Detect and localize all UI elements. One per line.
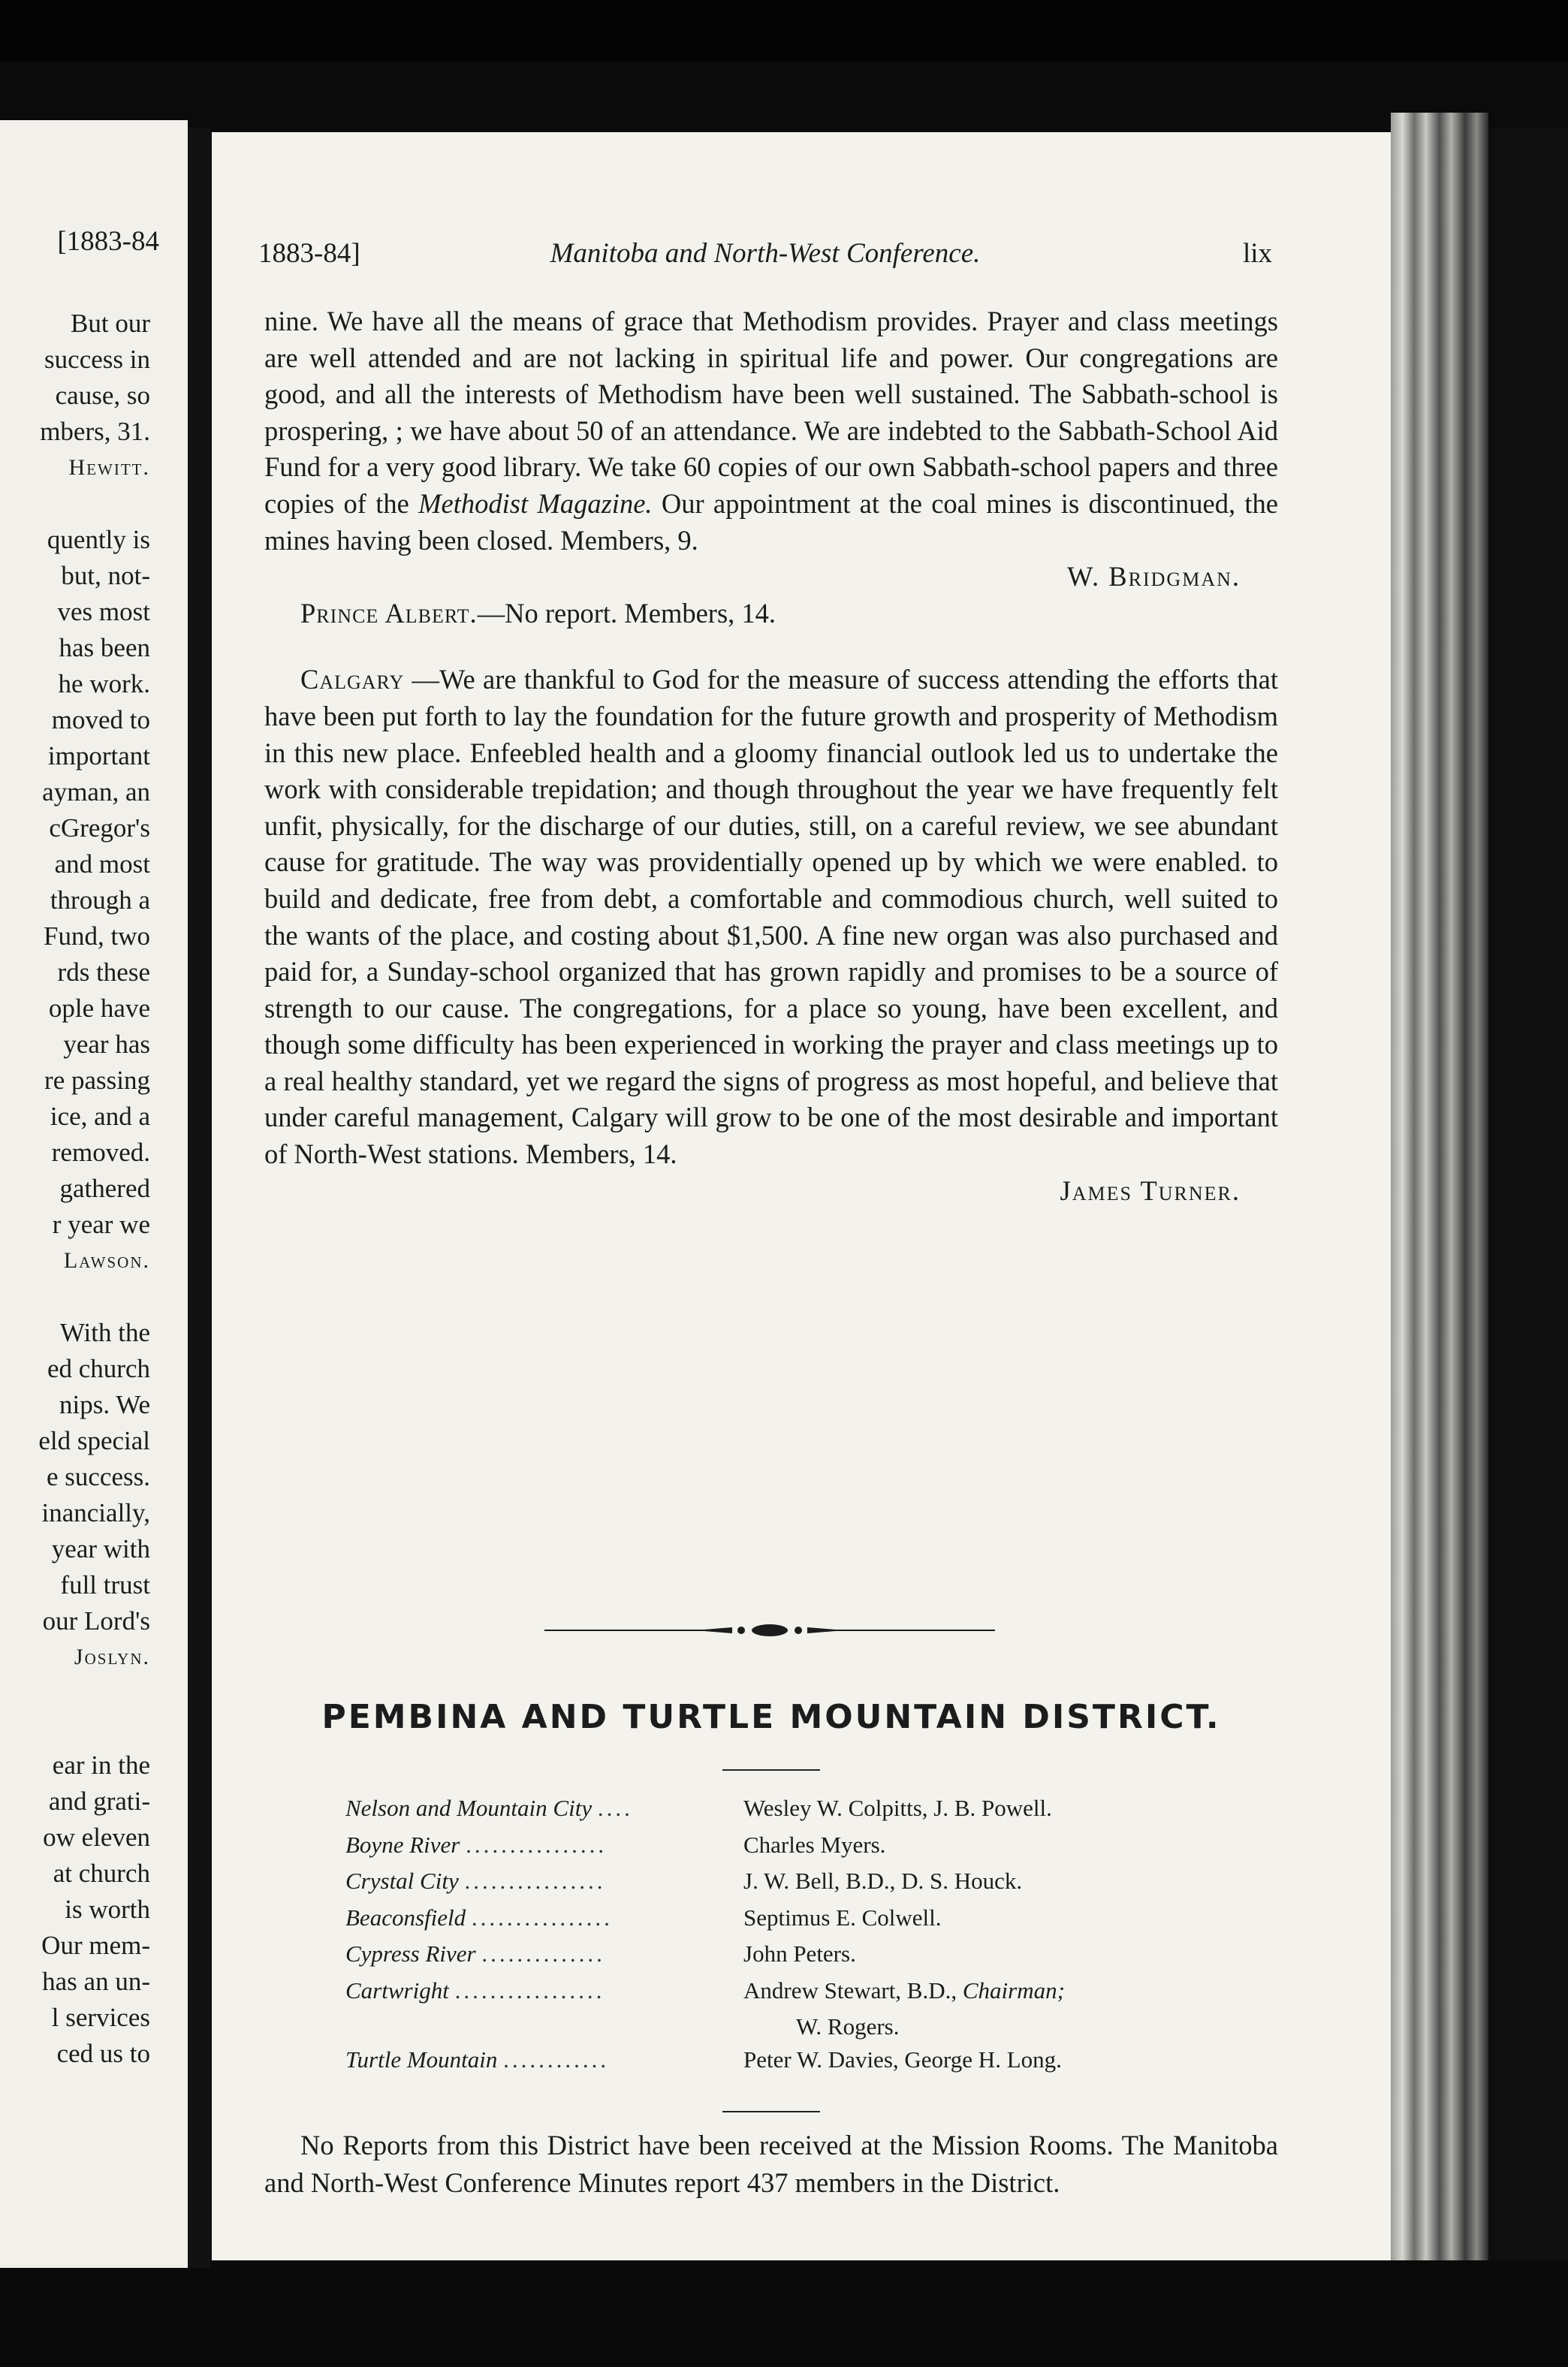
left-text-line: l services bbox=[51, 2003, 150, 2032]
station-ministers: John Peters. bbox=[743, 1940, 856, 1967]
station-ministers: Septimus E. Colwell. bbox=[743, 1904, 942, 1931]
station-ministers: W. Rogers. bbox=[796, 2013, 900, 2040]
district-heading: PEMBINA AND TURTLE MOUNTAIN DISTRICT. bbox=[321, 1698, 1221, 1736]
station-row bbox=[345, 1940, 1322, 1977]
left-text-line: removed. bbox=[51, 1138, 150, 1167]
left-text-line: and most bbox=[54, 849, 150, 879]
station-name: Cypress River .............. bbox=[345, 1940, 605, 1967]
left-text-line: rds these bbox=[57, 957, 150, 987]
paragraph-bridgman-report: nine. We have all the means of grace that Methodism provides. Prayer and class meetings are well attended and are not lacking in spiritual life and power. Our congregations are good, and all the interests of Methodism have been well sustained. The Sabbath-school is prospering, ; we have about 50 of an attendance. We are indebted to the Sabbath-School Aid Fund for a very good library. We take 60 copies of our own Sabbath-school papers and three copies of the Methodist Magazine. Our appointment at the coal mines is discontinued, the mines having been closed. Members, 9. bbox=[264, 306, 1278, 556]
station-row bbox=[345, 1832, 1322, 1868]
dot-leader: ................ bbox=[466, 1831, 608, 1858]
book-gutter bbox=[188, 128, 210, 2268]
station-ministers: Andrew Stewart, B.D., Chairman; bbox=[743, 1977, 1065, 2004]
station-ministers: Wesley W. Colpitts, J. B. Powell. bbox=[743, 1795, 1052, 1821]
left-text-line: nips. We bbox=[59, 1390, 150, 1419]
left-text-line: through a bbox=[50, 885, 150, 915]
left-text-line: Joslyn. bbox=[74, 1645, 150, 1669]
station-ministers: Charles Myers. bbox=[743, 1831, 886, 1858]
left-text-line: at church bbox=[53, 1859, 150, 1888]
station-name: Crystal City ................ bbox=[345, 1868, 606, 1894]
left-text-line: gathered bbox=[59, 1174, 150, 1203]
paragraph-prince-albert: Prince Albert.—No report. Members, 14. bbox=[300, 597, 776, 629]
top-scan-border bbox=[0, 0, 1568, 62]
left-text-line: e success. bbox=[46, 1462, 150, 1491]
left-text-line: But our bbox=[71, 309, 150, 338]
station-row-continuation bbox=[345, 2013, 1322, 2046]
right-scan-border bbox=[1488, 128, 1568, 2260]
left-text-line: ow eleven bbox=[43, 1823, 150, 1852]
short-rule-top bbox=[722, 1769, 820, 1771]
station-heading-calgary: Calgary bbox=[300, 664, 405, 695]
dot-leader: ................ bbox=[471, 1904, 613, 1931]
left-text-line: Lawson. bbox=[63, 1248, 150, 1273]
left-text-line: has been bbox=[59, 633, 150, 662]
station-row bbox=[345, 1904, 1322, 1941]
station-row bbox=[345, 1868, 1322, 1904]
header-year: 1883-84] bbox=[258, 238, 360, 269]
left-line-gap bbox=[0, 1711, 150, 1747]
left-text-line: Hewitt. bbox=[68, 455, 150, 480]
left-text-line: mbers, 31. bbox=[40, 417, 150, 446]
dot-leader: ................. bbox=[454, 1977, 605, 2004]
left-line-gap bbox=[0, 1279, 150, 1315]
left-text-line: r year we bbox=[52, 1210, 150, 1239]
dot-leader: ................ bbox=[464, 1868, 606, 1894]
station-heading-prince-albert: Prince Albert. bbox=[300, 597, 478, 629]
left-text-line: ves most bbox=[57, 597, 150, 626]
short-rule-bottom bbox=[722, 2111, 820, 2112]
paragraph-calgary: Calgary —We are thankful to God for the measure of success attending the efforts that have been put forth to lay the foundation for the future growth and prosperity of Methodism in this new place. Enfeebled health and a gloomy financial outlook led us to undertake the work with considerable trepidation; and though throughout the year we have frequently felt unfit, physically, for the discharge of our duties, still, on a careful review, we see abundant cause for gratitude. The way was providentially opened up by which we were enabled. to build and dedicate, free from debt, a comfortable and commodious church, well suited to the wants of the place, and costing about $1,500. A fine new organ was also purchased and paid for, a Sunday-school organized that has grown rapidly and promises to be a source of strength to our cause. The congregations, for a place so young, have been excellent, and though some difficulty has been experienced in working the prayer and class meetings up to a real healthy standard, yet we regard the signs of progress as most hopeful, and believe that under careful management, Calgary will grow to be one of the most desirable and important of North-West stations. Members, 14. bbox=[264, 664, 1278, 1170]
page-stack-edge bbox=[1391, 113, 1488, 2260]
left-text-line: ed church bbox=[47, 1354, 150, 1383]
left-line-gap bbox=[0, 1675, 150, 1711]
left-text-line: eld special bbox=[38, 1426, 150, 1455]
left-text-line: With the bbox=[59, 1318, 150, 1347]
left-text-line: Our mem- bbox=[41, 1931, 150, 1960]
left-text-line: year has bbox=[63, 1030, 150, 1059]
station-row bbox=[345, 1977, 1322, 2014]
book-page bbox=[212, 132, 1391, 2260]
station-name: Beaconsfield ................ bbox=[345, 1904, 613, 1931]
left-text-line: important bbox=[47, 741, 150, 770]
closing-note: No Reports from this District have been received at the Mission Rooms. The Manitoba and North-West Conference Minutes report 437 members in the District. bbox=[264, 2130, 1278, 2198]
signature-bridgman: W. Bridgman. bbox=[1066, 561, 1241, 593]
left-line-gap bbox=[0, 486, 150, 522]
left-text-line: ced us to bbox=[56, 2039, 150, 2068]
header-title: Manitoba and North-West Conference. bbox=[550, 238, 981, 269]
station-ministers: J. W. Bell, B.D., D. S. Houck. bbox=[743, 1868, 1023, 1894]
running-head bbox=[258, 237, 1272, 282]
left-text-line: inancially, bbox=[41, 1498, 150, 1527]
left-text-line: cause, so bbox=[55, 381, 150, 410]
left-page-lines bbox=[0, 306, 150, 2072]
dot-leader: .... bbox=[597, 1795, 633, 1821]
page-number: lix bbox=[1242, 238, 1272, 269]
station-name: Cartwright ................. bbox=[345, 1977, 605, 2004]
left-text-line: ear in the bbox=[52, 1750, 150, 1780]
left-text-line: he work. bbox=[58, 669, 150, 698]
bottom-scan-border bbox=[0, 2260, 1568, 2367]
chairman-label: Chairman; bbox=[962, 1977, 1065, 2004]
left-text-line: ice, and a bbox=[50, 1102, 150, 1131]
left-text-line: moved to bbox=[51, 705, 150, 734]
station-ministers: Peter W. Davies, George H. Long. bbox=[743, 2046, 1062, 2073]
left-text-line: year with bbox=[51, 1534, 150, 1563]
left-text-line: our Lord's bbox=[42, 1606, 150, 1636]
station-row bbox=[345, 1795, 1322, 1832]
dot-leader: .............. bbox=[481, 1940, 605, 1967]
report-body bbox=[264, 303, 1278, 1209]
station-name: Turtle Mountain ............ bbox=[345, 2046, 610, 2073]
left-text-line: but, not- bbox=[61, 561, 150, 590]
left-text-line: quently is bbox=[47, 525, 150, 554]
left-text-line: ayman, an bbox=[42, 777, 150, 807]
ornamental-divider bbox=[544, 1619, 995, 1642]
station-name: Boyne River ................ bbox=[345, 1831, 608, 1858]
dot-leader: ............ bbox=[503, 2046, 610, 2073]
magazine-title: Methodist Magazine. bbox=[418, 487, 653, 519]
left-text-line: re passing bbox=[44, 1066, 150, 1095]
left-text-line: has an un- bbox=[42, 1967, 150, 1996]
previous-page-fragment bbox=[0, 120, 188, 2268]
left-text-line: ople have bbox=[48, 994, 150, 1023]
station-list bbox=[345, 1795, 1322, 2083]
signature-turner: James Turner. bbox=[1060, 1174, 1241, 1206]
left-text-line: and grati- bbox=[48, 1787, 150, 1816]
left-text-line: cGregor's bbox=[49, 813, 150, 843]
left-text-line: full trust bbox=[60, 1570, 150, 1600]
station-name: Nelson and Mountain City .... bbox=[345, 1795, 633, 1821]
station-row bbox=[345, 2046, 1322, 2083]
left-text-line: Fund, two bbox=[44, 921, 150, 951]
left-text-line: is worth bbox=[65, 1895, 150, 1924]
left-page-header: [1883-84 bbox=[57, 226, 159, 257]
left-text-line: success in bbox=[44, 345, 150, 374]
